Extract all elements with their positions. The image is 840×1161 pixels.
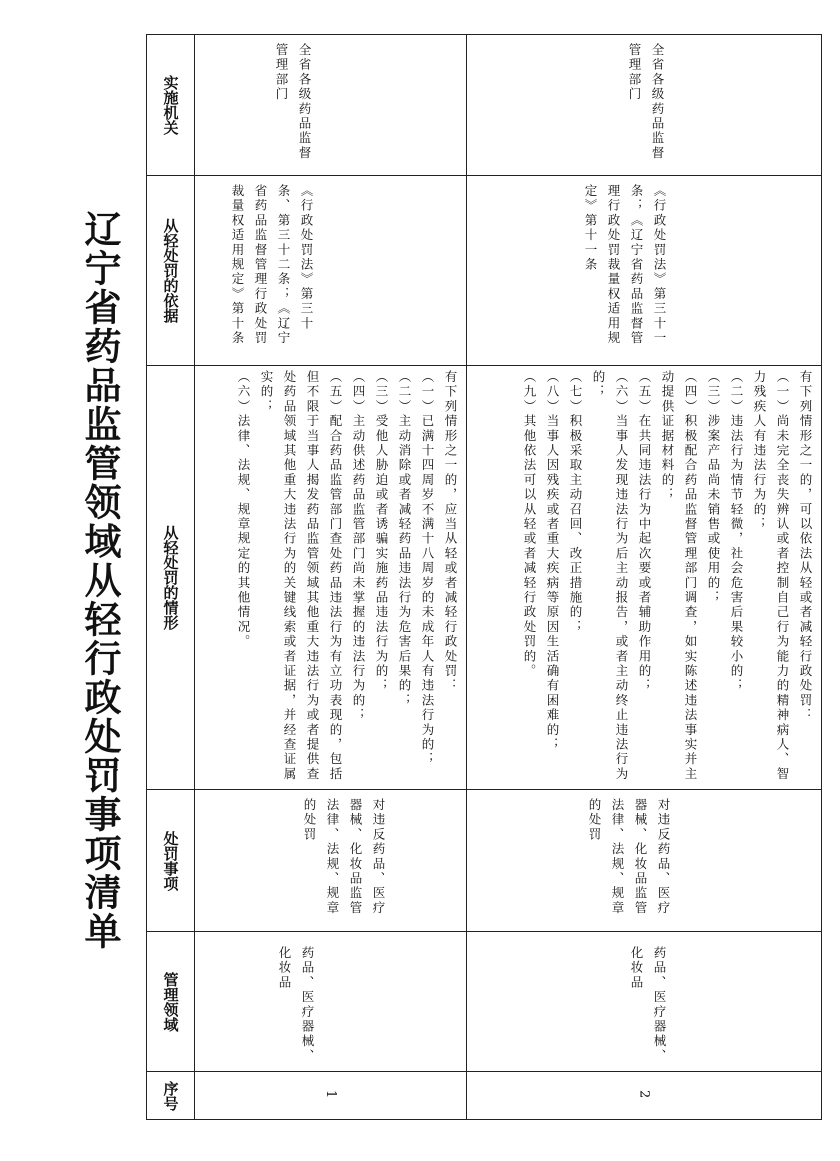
basis-cell: 《行政处罚法》第三十一条；《辽宁省药品监督管理行政处罚裁量权适用规定》第十一条: [467, 176, 821, 366]
circumstances-cell: 有下列情形之一的，应当从轻或者减轻行政处罚： （一）已满十四周岁不满十八周岁的未成年人有违法行为的； （二）主动消除或者减轻药品违法行为危害后果的； （三）受他人胁迫或者诱骗实施药品违法行为的； （四）主动供述药品监管部门尚未掌握的违法行为的； （五）配合药品监管部门查处药品违法行为有立功表现的，包括但不限于当事人揭发药品监管领域其他重大违法行为或者提供查处药品领域其他重大违法行为的关键线索或者证据，并经查证属实的； （六）法律、法规、规章规定的其他情况。: [195, 366, 466, 790]
page-title: 辽宁省药品监管领域从轻行政处罚事项清单: [78, 209, 122, 951]
header-seq: 序号: [161, 1080, 180, 1111]
item-cell: 对违反药品、医疗器械、化妆品监管法律、法规、规章的处罚: [195, 790, 466, 932]
seq-cell: 2: [636, 1090, 652, 1101]
seq-cell: 1: [323, 1090, 338, 1101]
header-agency: 实施机关: [147, 35, 195, 176]
header-basis: 从轻处罚的依据: [147, 176, 195, 366]
circumstances-cell: 有下列情形之一的，可以依法从轻或者减轻行政处罚： （一）尚未完全丧失辨认或者控制自己行为能力的精神病人、智力残疾人有违法行为的； （二）违法行为情节轻微，社会危害后果较小的； （三）涉案产品尚未销售或使用的； （四）积极配合药品监督管理部门调查，如实陈述违法事实并主动提供证据材料的； （五）在共同违法行为中起次要或者辅助作用的； （六）当事人发现违法行为后主动报告，或者主动终止违法行为的； （七）积极采取主动召回、改正措施的； （八）当事人因残疾或者重大疾病等原因生活确有困难的； （九）其他依法可以从轻或者减轻行政处罚的。: [467, 366, 821, 790]
agency-cell: 全省各级药品监督管理部门: [467, 35, 821, 176]
item-cell: 对违反药品、医疗器械、化妆品监管法律、法规、规章的处罚: [467, 790, 821, 932]
table-row: [195, 35, 467, 1119]
domain-cell: 药品、医疗器械、化妆品: [467, 932, 821, 1072]
table-row: [467, 35, 821, 1119]
header-circumstances: 从轻处罚的情形: [147, 366, 195, 790]
agency-cell: 全省各级药品监督管理部门: [195, 35, 466, 176]
penalty-table: [146, 34, 822, 1120]
basis-cell: 《行政处罚法》第三十条、第三十二条；《辽宁省药品监督管理行政处罚裁量权适用规定》第十条: [195, 176, 466, 366]
domain-cell: 药品、医疗器械、化妆品: [195, 932, 466, 1072]
header-item: 处罚事项: [147, 790, 195, 932]
table-header-row: [147, 35, 195, 1119]
header-domain: 管理领域: [147, 932, 195, 1072]
